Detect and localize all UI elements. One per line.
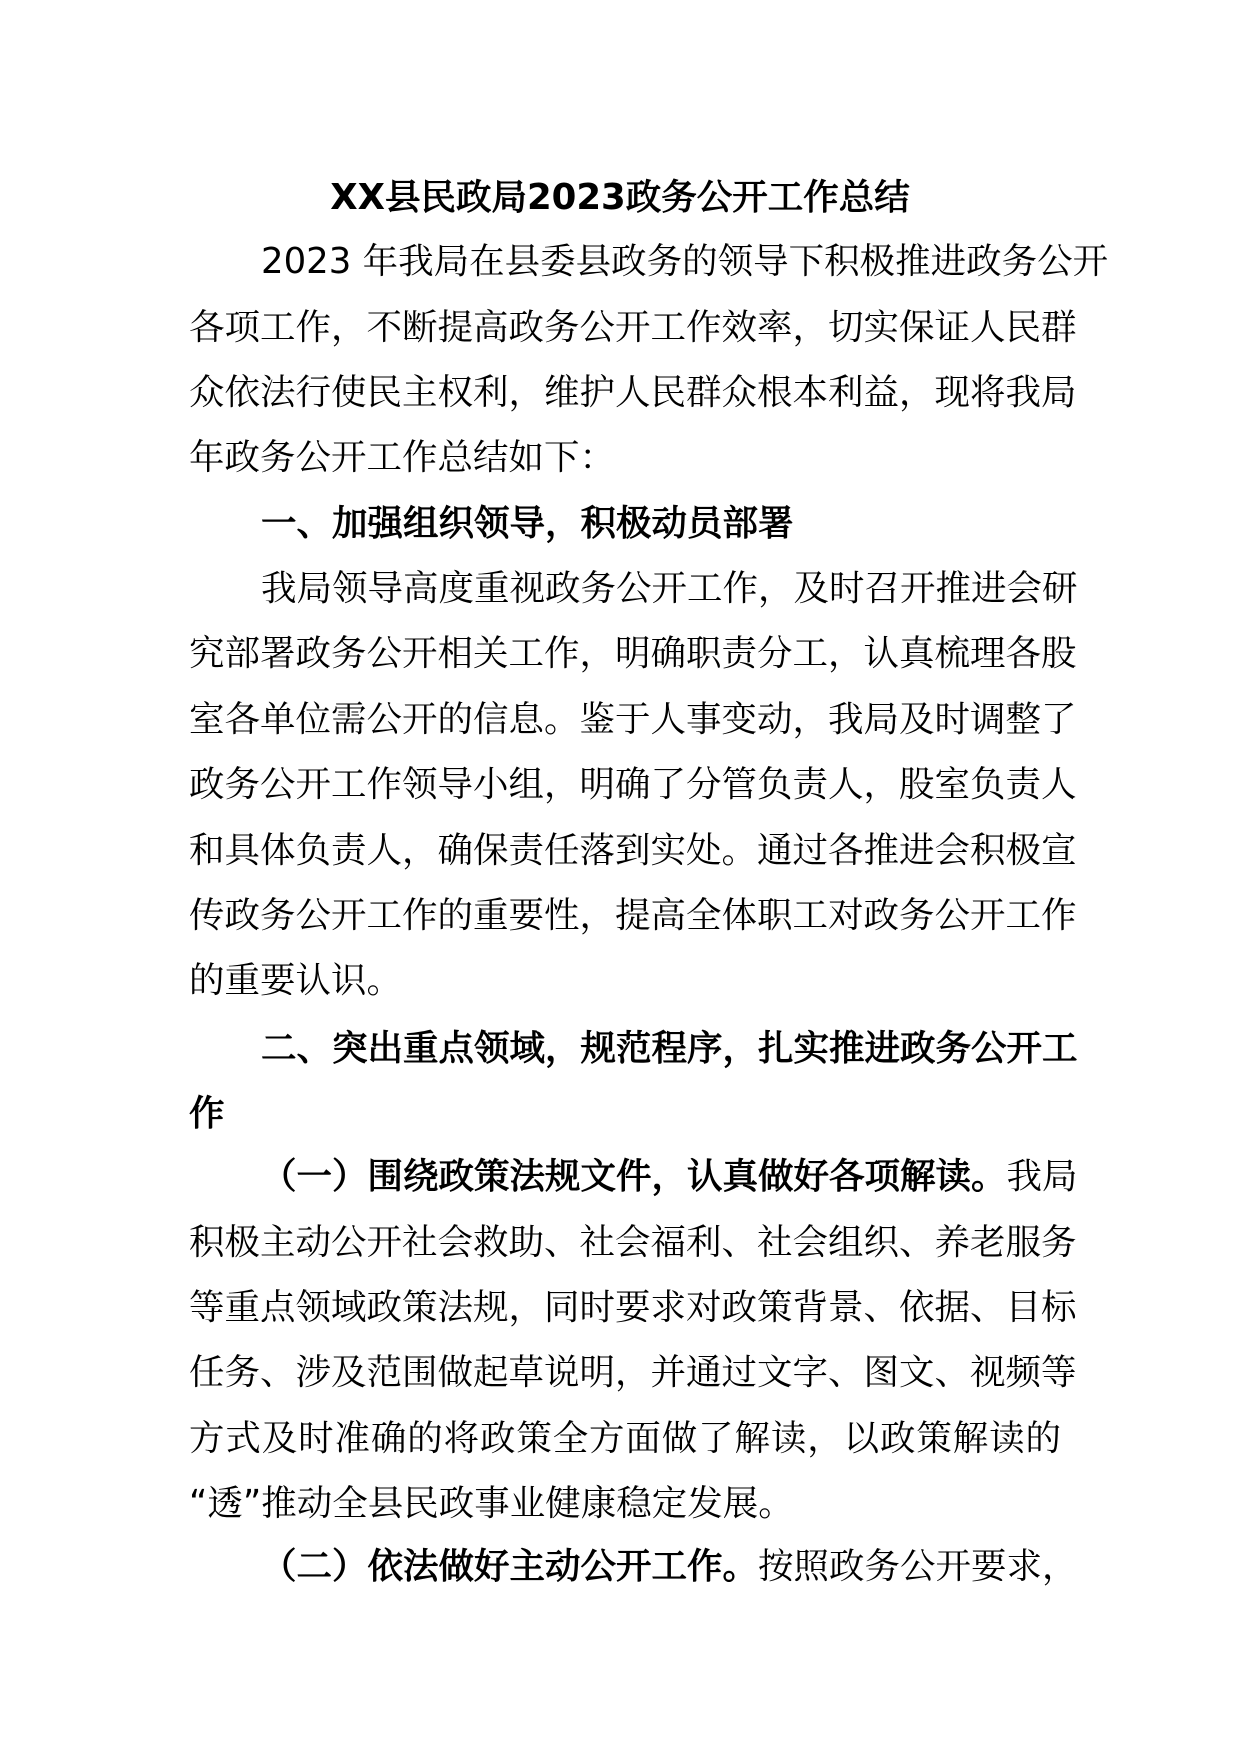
document-title: XX县民政局2023政务公开工作总结	[330, 177, 910, 218]
text-line: 传政务公开工作的重要性，提高全体职工对政务公开工作	[189, 895, 1077, 936]
text-line: 作	[189, 1093, 225, 1134]
text-line: 究部署政务公开相关工作，明确职责分工，认真梳理各股	[189, 633, 1077, 674]
text-line: 方式及时准确的将政策全方面做了解读，以政策解读的	[189, 1418, 1061, 1459]
text-run: 按照政务公开要求，	[758, 1546, 1078, 1587]
text-run: 我局	[1006, 1156, 1078, 1197]
text-line: 的重要认识。	[189, 960, 403, 1001]
subsection-1-heading: （一）围绕政策法规文件，认真做好各项解读。	[261, 1156, 1007, 1197]
text-line: 和具体负责人，确保责任落到实处。通过各推进会积极宣	[189, 830, 1077, 871]
text-line: 众依法行使民主权利，维护人民群众根本利益，现将我局	[189, 372, 1077, 413]
text-line: “透”推动全县民政事业健康稳定发展。	[189, 1483, 794, 1524]
text-line: 我局领导高度重视政务公开工作，及时召开推进会研	[261, 568, 1078, 609]
text-line: 2023 年我局在县委县政务的领导下积极推进政务公开	[261, 241, 1109, 282]
subsection-2-heading: （二）依法做好主动公开工作。	[261, 1546, 759, 1587]
text-line: 等重点领域政策法规，同时要求对政策背景、依据、目标	[189, 1287, 1077, 1328]
text-line	[189, 1144, 1078, 1209]
text-line: 任务、涉及范围做起草说明，并通过文字、图文、视频等	[189, 1352, 1077, 1393]
text-line	[189, 1534, 1078, 1599]
text-line: 积极主动公开社会救助、社会福利、社会组织、养老服务	[189, 1222, 1077, 1263]
section-1-heading: 一、加强组织领导，积极动员部署	[261, 503, 794, 544]
text-line: 政务公开工作领导小组，明确了分管负责人，股室负责人	[189, 764, 1077, 805]
text-line: 年政务公开工作总结如下：	[189, 437, 616, 478]
text-line: 各项工作，不断提高政务公开工作效率，切实保证人民群	[189, 307, 1077, 348]
text-line: 二、突出重点领域，规范程序，扎实推进政务公开工	[261, 1028, 1078, 1069]
text-line: 室各单位需公开的信息。鉴于人事变动，我局及时调整了	[189, 699, 1077, 740]
